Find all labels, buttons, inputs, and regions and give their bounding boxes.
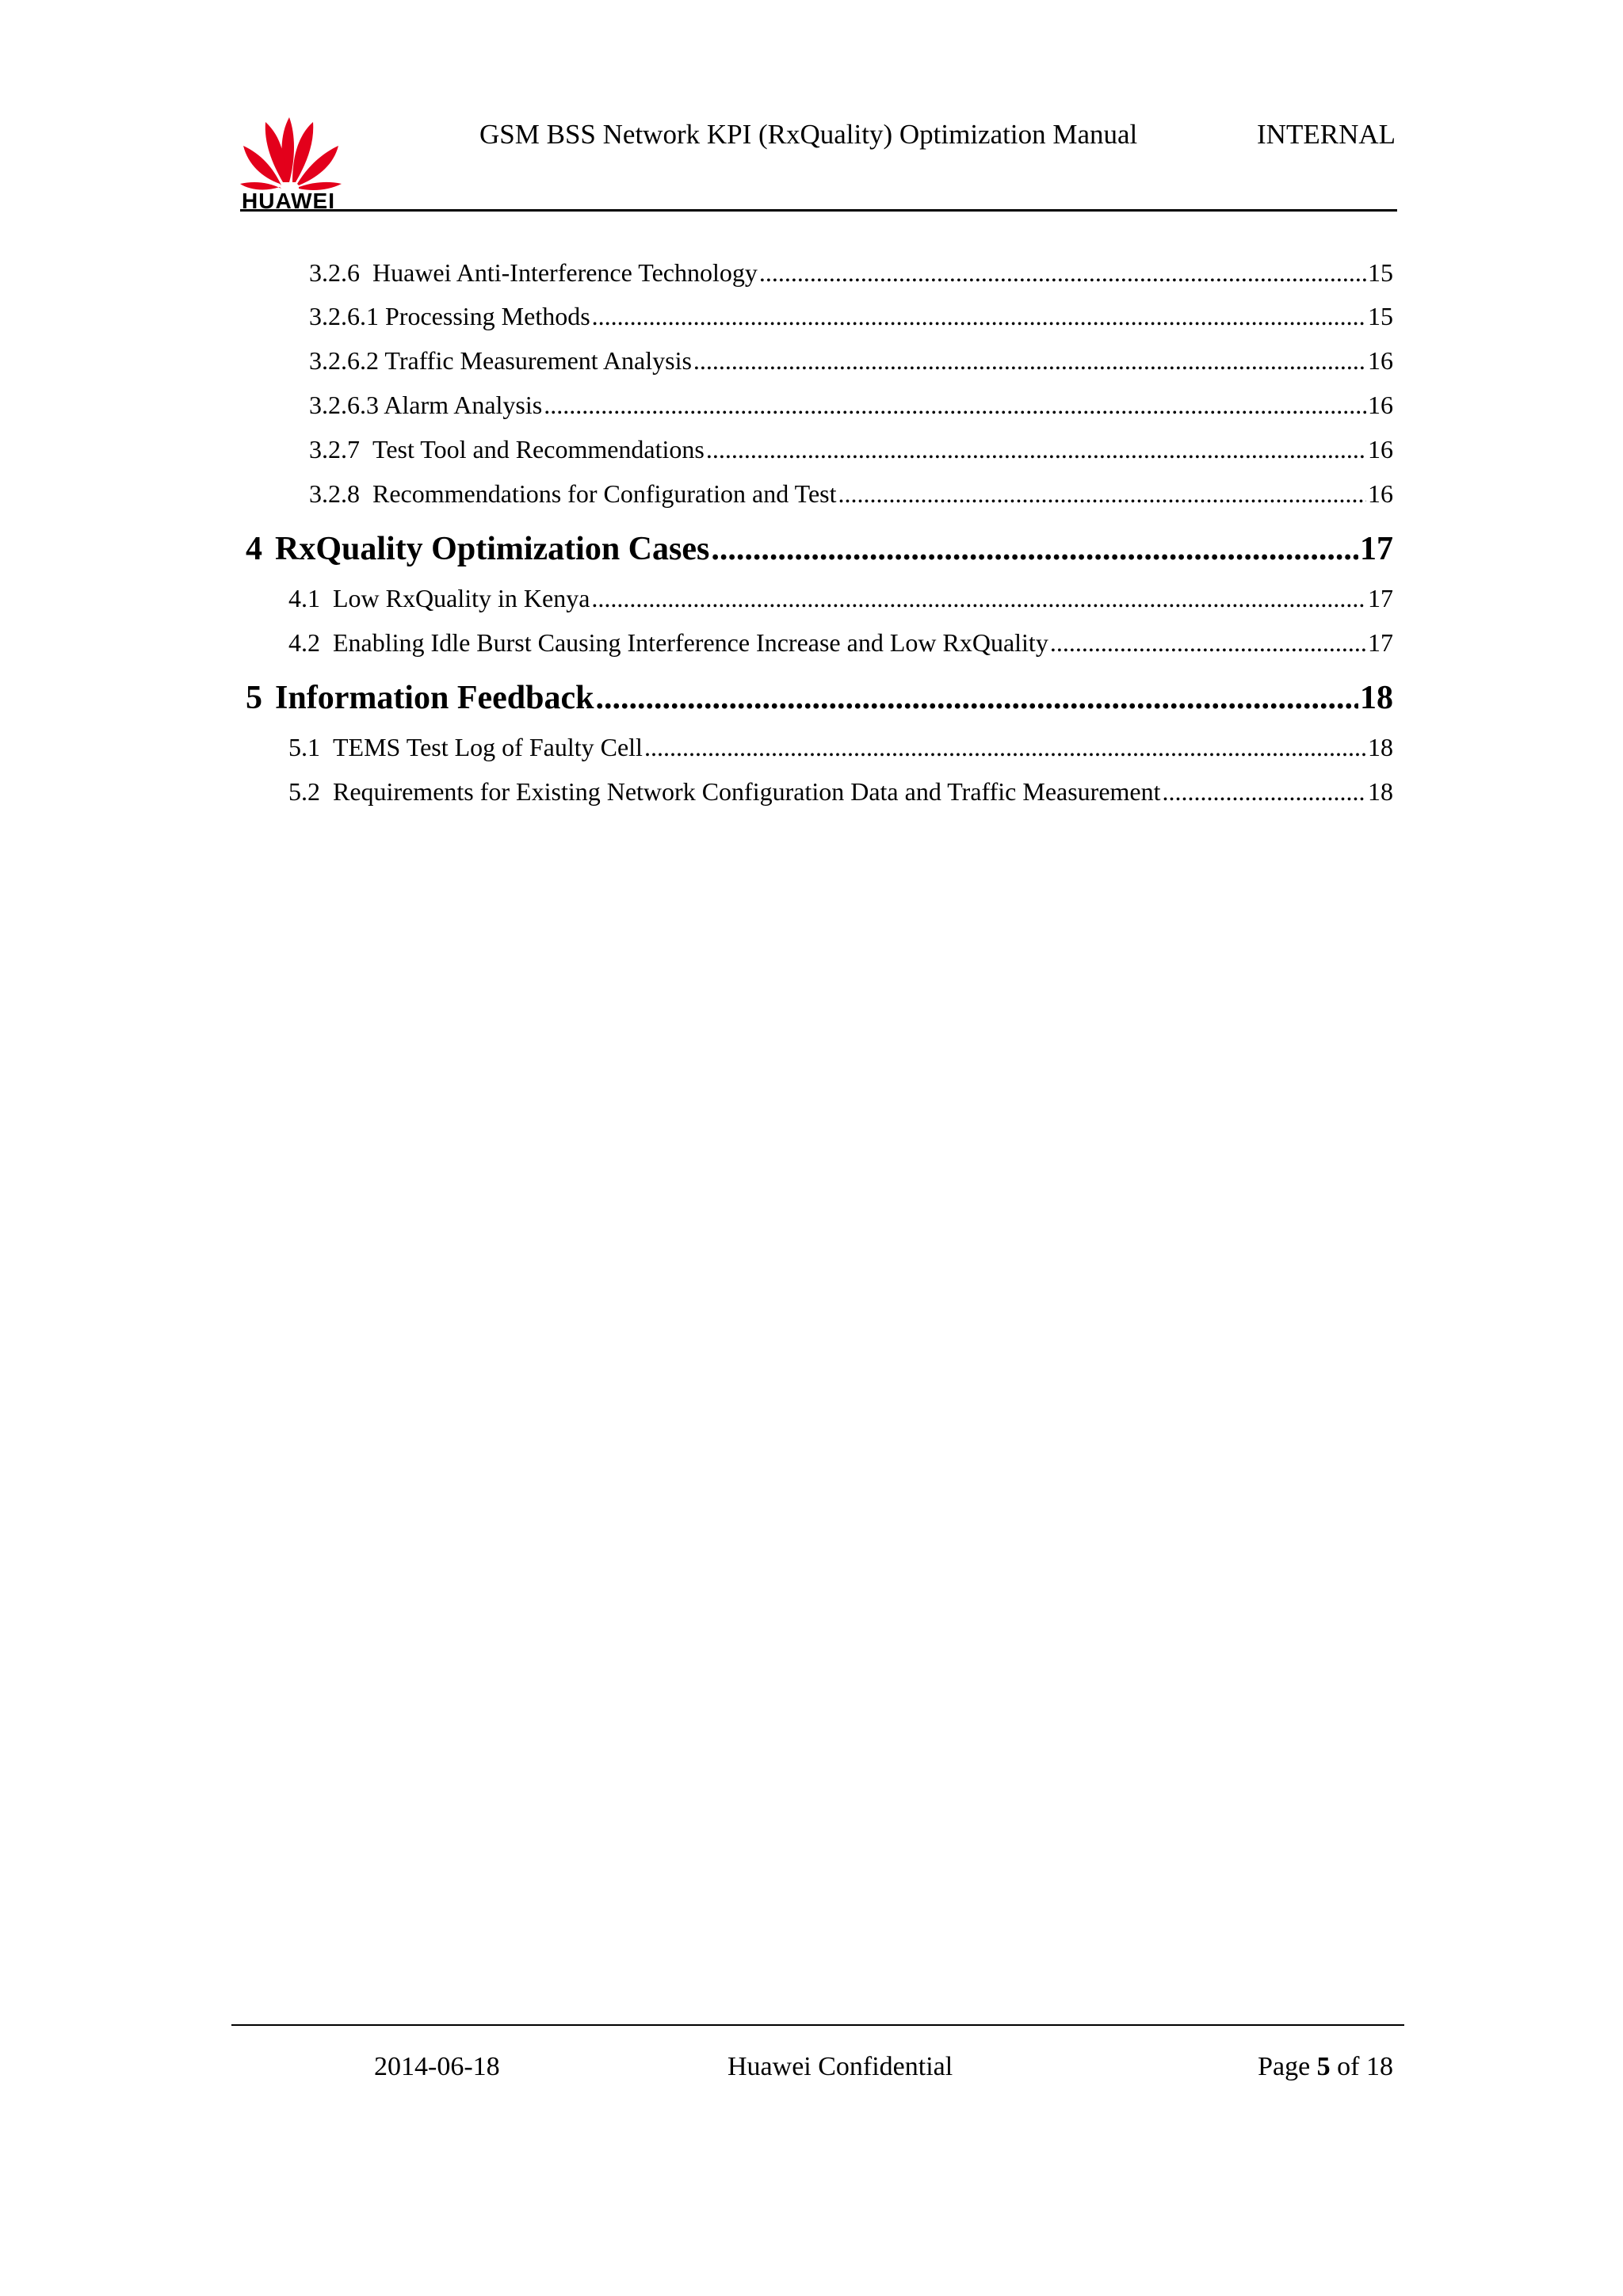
toc-entry-text — [309, 302, 590, 331]
toc-entry[interactable] — [309, 346, 1393, 384]
toc-entry-page: 17 — [1368, 584, 1393, 612]
toc-entry-number: 3.2.6 — [309, 258, 360, 287]
toc-entry-page: 15 — [1368, 302, 1393, 330]
toc-entry-page: 16 — [1368, 479, 1393, 508]
toc-entry-text — [246, 530, 709, 568]
toc-entry-number: 3.2.8 — [309, 479, 360, 508]
toc-entry-page: 18 — [1368, 777, 1393, 806]
page-total: 18 — [1366, 2052, 1393, 2081]
toc-entry-text — [309, 391, 542, 420]
toc-dot-leader — [759, 258, 1366, 288]
toc-entry-label: RxQuality Optimization Cases — [275, 531, 710, 567]
toc-entry[interactable] — [309, 391, 1393, 429]
toc-entry-page: 18 — [1368, 733, 1393, 761]
toc-entry-label: Enabling Idle Burst Causing Interference Increase and Low RxQuality — [333, 628, 1048, 657]
toc-entry-label: Low RxQuality in Kenya — [333, 584, 590, 612]
toc-entry-number: 3.2.7 — [309, 435, 360, 463]
footer-date: 2014-06-18 — [374, 2052, 500, 2081]
toc-entry-text — [246, 679, 594, 717]
toc-entry-page: 16 — [1368, 391, 1393, 419]
toc-entry-text — [288, 733, 643, 762]
toc-dot-leader — [591, 584, 1366, 613]
toc-entry-label: 3.2.6.2 Traffic Measurement Analysis — [309, 346, 692, 375]
toc-entry-label: Huawei Anti-Interference Technology — [372, 258, 758, 287]
document-title: GSM BSS Network KPI (RxQuality) Optimization Manual — [479, 119, 1138, 150]
toc-dot-leader — [544, 391, 1366, 420]
footer-confidential: Huawei Confidential — [727, 2052, 953, 2081]
page-current: 5 — [1316, 2052, 1331, 2081]
toc-entry-text — [309, 435, 705, 464]
toc-dot-leader — [592, 302, 1366, 331]
toc-entry-page: 17 — [1360, 531, 1393, 567]
toc-entry-text — [309, 479, 837, 509]
toc-entry-text — [288, 628, 1048, 658]
toc-entry[interactable] — [246, 530, 1393, 578]
toc-entry[interactable] — [309, 435, 1393, 473]
toc-entry-text — [309, 258, 758, 288]
toc-entry-label: TEMS Test Log of Faulty Cell — [333, 733, 643, 761]
toc-dot-leader — [1050, 628, 1366, 658]
toc-entry-text — [288, 584, 590, 613]
toc-entry[interactable] — [288, 733, 1393, 771]
toc-dot-leader — [644, 733, 1366, 762]
logo-wordmark: HUAWEI — [242, 189, 335, 213]
footer-divider — [231, 2024, 1404, 2026]
toc-entry[interactable] — [309, 258, 1393, 296]
toc-entry-number: 4.2 — [288, 628, 320, 657]
toc-entry[interactable] — [288, 584, 1393, 622]
toc-entry-label: Test Tool and Recommendations — [372, 435, 705, 463]
toc-entry-number: 5.1 — [288, 733, 320, 761]
toc-entry[interactable] — [309, 479, 1393, 517]
toc-dot-leader — [596, 679, 1359, 717]
toc-entry-label: 3.2.6.1 Processing Methods — [309, 302, 590, 330]
toc-entry-text — [288, 777, 1161, 807]
toc-dot-leader — [706, 435, 1366, 464]
toc-dot-leader — [693, 346, 1366, 376]
toc-entry-page: 15 — [1368, 258, 1393, 287]
toc-entry-label: Information Feedback — [275, 680, 594, 716]
toc-entry-page: 16 — [1368, 346, 1393, 375]
toc-entry-number: 5 — [246, 680, 262, 716]
toc-dot-leader — [838, 479, 1367, 509]
toc-entry[interactable] — [288, 777, 1393, 815]
toc-entry-text — [309, 346, 692, 376]
toc-entry-label: Recommendations for Configuration and Test — [372, 479, 837, 508]
toc-entry-number: 4.1 — [288, 584, 320, 612]
toc-entry[interactable] — [309, 302, 1393, 340]
toc-dot-leader — [711, 530, 1358, 568]
page-prefix: Page — [1258, 2052, 1311, 2081]
toc-entry-number: 5.2 — [288, 777, 320, 806]
toc-entry[interactable] — [246, 679, 1393, 727]
classification-label: INTERNAL — [1257, 119, 1396, 150]
toc-entry-label: 3.2.6.3 Alarm Analysis — [309, 391, 543, 419]
toc-entry[interactable] — [288, 628, 1393, 666]
footer-page-number — [1258, 2052, 1393, 2082]
toc-entry-page: 17 — [1368, 628, 1393, 657]
page-of: of — [1337, 2052, 1360, 2081]
toc-entry-page: 18 — [1360, 680, 1393, 716]
toc-entry-label: Requirements for Existing Network Configuration Data and Traffic Measurement — [333, 777, 1161, 806]
toc-dot-leader — [1163, 777, 1366, 807]
toc-entry-page: 16 — [1368, 435, 1393, 463]
toc-entry-number: 4 — [246, 531, 262, 567]
table-of-contents — [0, 0, 1623, 871]
